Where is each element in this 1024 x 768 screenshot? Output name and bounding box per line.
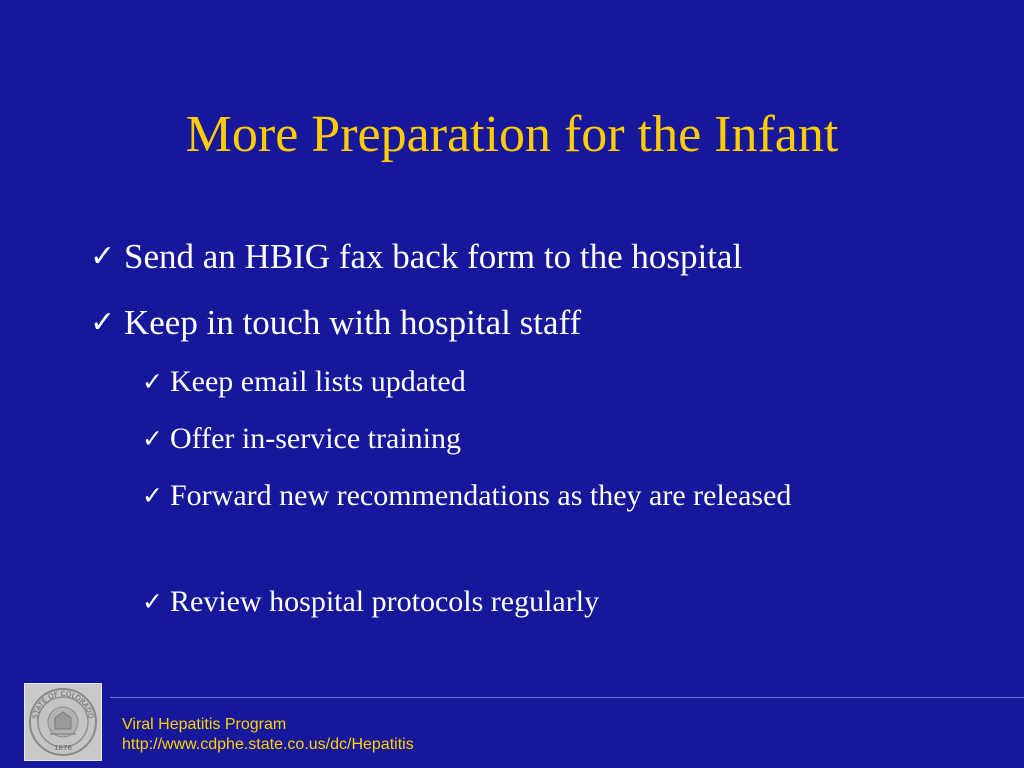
slide-title: More Preparation for the Infant bbox=[185, 106, 839, 163]
seal-text-top: STATE OF COLORADO bbox=[31, 689, 95, 720]
bullet-text: Send an HBIG fax back form to the hospital bbox=[124, 237, 743, 276]
bullet-item-1 bbox=[90, 237, 742, 277]
program-name: Viral Hepatitis Program bbox=[122, 716, 287, 733]
checkmark-icon: ✓ bbox=[90, 239, 116, 274]
checkmark-icon: ✓ bbox=[142, 424, 163, 453]
checkmark-icon: ✓ bbox=[142, 587, 163, 616]
bullet-item-3 bbox=[142, 363, 466, 401]
bullet-item-5 bbox=[142, 477, 872, 515]
bullet-item-2 bbox=[90, 303, 581, 343]
state-seal-icon bbox=[24, 683, 102, 761]
bullet-text: Forward new recommendations as they are released bbox=[170, 479, 792, 512]
bullet-text: Keep email lists updated bbox=[170, 365, 466, 398]
checkmark-icon: ✓ bbox=[90, 305, 116, 340]
footer-text bbox=[122, 715, 414, 755]
bullet-item-6 bbox=[142, 583, 599, 621]
bullet-item-4 bbox=[142, 420, 461, 458]
checkmark-icon: ✓ bbox=[142, 367, 163, 396]
footer-divider bbox=[110, 697, 1024, 698]
bullet-text: Offer in-service training bbox=[170, 422, 461, 455]
seal-year: 1876 bbox=[54, 744, 72, 752]
bullet-text: Review hospital protocols regularly bbox=[170, 585, 600, 618]
program-url[interactable]: http://www.cdphe.state.co.us/dc/Hepatitis bbox=[122, 736, 414, 753]
bullet-text: Keep in touch with hospital staff bbox=[124, 303, 582, 342]
checkmark-icon: ✓ bbox=[142, 481, 163, 510]
